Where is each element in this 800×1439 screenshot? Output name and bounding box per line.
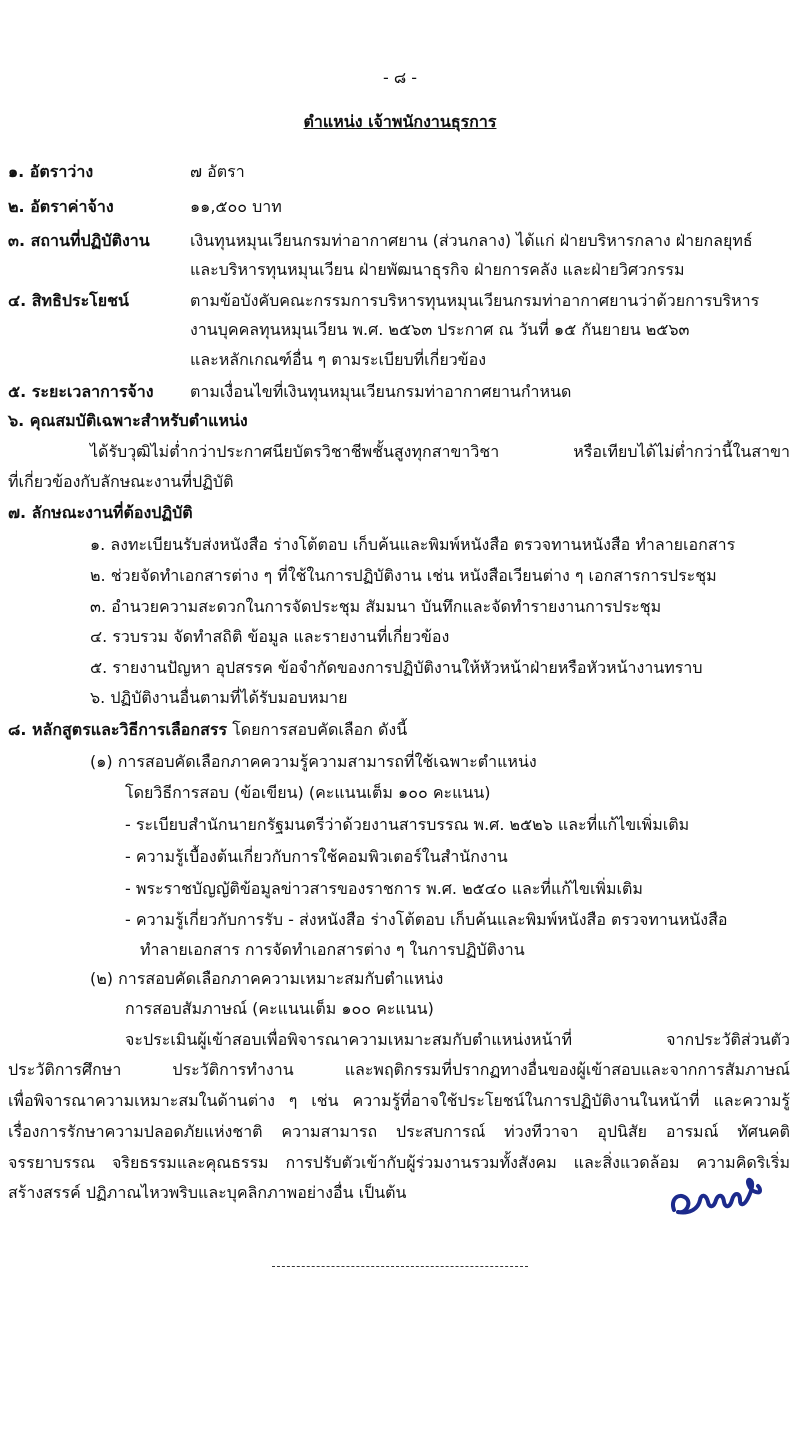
- exam-topic: - ความรู้เบื้องต้นเกี่ยวกับการใช้คอมพิวเตอร์ในสำนักงาน: [125, 847, 508, 866]
- duty-item: ๔. รวบรวม จัดทำสถิติ ข้อมูล และรายงานที่เกี่ยวข้อง: [90, 627, 450, 646]
- exam-part-1-title: (๑) การสอบคัดเลือกภาคความรู้ความสามารถที่ใช้เฉพาะตำแหน่ง: [90, 752, 537, 771]
- item-value-line: และหลักเกณฑ์อื่น ๆ ตามระเบียบที่เกี่ยวข้อง: [190, 350, 487, 369]
- paragraph-line: ประวัติการศึกษา ประวัติการทำงาน และพฤติกรรมที่ปรากฏทางอื่นของผู้เข้าสอบและจากการสัมภาษณ์: [8, 1060, 790, 1079]
- item-vacancies: [0, 160, 800, 184]
- exam-topic: - พระราชบัญญัติข้อมูลข่าวสารของราชการ พ.ศ. ๒๕๔๐ และที่แก้ไขเพิ่มเติม: [125, 879, 643, 898]
- exam-topic-continued: ทำลายเอกสาร การจัดทำเอกสารต่าง ๆ ในการปฏิบัติงาน: [140, 940, 525, 959]
- item-value-line: และบริหารทุนหมุนเวียน ฝ่ายพัฒนาธุรกิจ ฝ่ายการคลัง และฝ่ายวิศวกรรม: [190, 260, 685, 279]
- paragraph-line: เรื่องการรักษาความปลอดภัยแห่งชาติ ความสามารถ ประสบการณ์ ท่วงทีวาจา อุปนิสัย อารมณ์ ทัศนคติ: [8, 1122, 790, 1141]
- item-label: ๔. สิทธิประโยชน์: [8, 291, 129, 310]
- exam-topic: - ระเบียบสำนักนายกรัฐมนตรีว่าด้วยงานสารบรรณ พ.ศ. ๒๕๒๖ และที่แก้ไขเพิ่มเติม: [125, 815, 690, 834]
- duty-item: ๖. ปฏิบัติงานอื่นตามที่ได้รับมอบหมาย: [90, 688, 348, 707]
- paragraph-line: สร้างสรรค์ ปฏิภาณไหวพริบและบุคลิกภาพอย่างอื่น เป็นต้น: [8, 1183, 407, 1202]
- duty-item: ๒. ช่วยจัดทำเอกสารต่าง ๆ ที่ใช้ในการปฏิบัติงาน เช่น หนังสือเวียนต่าง ๆ เอกสารการประชุม: [90, 566, 717, 585]
- section-6-text: ที่เกี่ยวข้องกับลักษณะงานที่ปฏิบัติ: [8, 472, 234, 491]
- exam-part-2-method: การสอบสัมภาษณ์ (คะแนนเต็ม ๑๐๐ คะแนน): [125, 999, 434, 1018]
- end-divider: [272, 1266, 528, 1268]
- item-benefits: [0, 289, 800, 313]
- item-employment-period: [0, 380, 800, 404]
- paragraph-line: จรรยาบรรณ จริยธรรมและคุณธรรม การปรับตัวเข้ากับผู้ร่วมงานรวมทั้งสังคม และสิ่งแวดล้อม ความคิดริเริ่ม: [8, 1153, 790, 1172]
- item-value: ๗ อัตรา: [190, 162, 245, 181]
- exam-part-2-title: (๒) การสอบคัดเลือกภาคความเหมาะสมกับตำแหน่ง: [90, 969, 444, 988]
- section-7-heading: ๗. ลักษณะงานที่ต้องปฏิบัติ: [8, 503, 193, 522]
- paragraph-line: จะประเมินผู้เข้าสอบเพื่อพิจารณาความเหมาะสมกับตำแหน่งหน้าที่ จากประวัติส่วนตัว: [125, 1030, 790, 1049]
- item-value-line: เงินทุนหมุนเวียนกรมท่าอากาศยาน (ส่วนกลาง) ได้แก่ ฝ่ายบริหารกลาง ฝ่ายกลยุทธ์: [190, 231, 753, 250]
- page-number: - ๘ -: [382, 68, 418, 87]
- duty-item: ๑. ลงทะเบียนรับส่งหนังสือ ร่างโต้ตอบ เก็บค้นและพิมพ์หนังสือ ตรวจทานหนังสือ ทำลายเอกสาร: [90, 535, 736, 554]
- section-6-text: ได้รับวุฒิไม่ต่ำกว่าประกาศนียบัตรวิชาชีพชั้นสูงทุกสาขาวิชา หรือเทียบได้ไม่ต่ำกว่านี้ในสาขา: [90, 442, 790, 461]
- item-label: ๕. ระยะเวลาการจ้าง: [8, 382, 154, 401]
- item-salary: [0, 195, 800, 219]
- exam-topic: - ความรู้เกี่ยวกับการรับ - ส่งหนังสือ ร่างโต้ตอบ เก็บค้นและพิมพ์หนังสือ ตรวจทานหนังสือ: [125, 910, 728, 929]
- item-value: ตามเงื่อนไขที่เงินทุนหมุนเวียนกรมท่าอากาศยานกำหนด: [190, 382, 572, 401]
- section-8-heading: [8, 718, 407, 742]
- page-title: ตำแหน่ง เจ้าพนักงานธุรการ: [303, 112, 497, 131]
- item-label: ๒. อัตราค่าจ้าง: [8, 197, 114, 216]
- item-workplace: [0, 229, 800, 253]
- duty-item: ๕. รายงานปัญหา อุปสรรค ข้อจำกัดของการปฏิบัติงานให้หัวหน้าฝ่ายหรือหัวหน้างานทราบ: [90, 658, 703, 677]
- item-label: ๓. สถานที่ปฏิบัติงาน: [8, 231, 150, 250]
- exam-part-1-method: โดยวิธีการสอบ (ข้อเขียน) (คะแนนเต็ม ๑๐๐ คะแนน): [125, 783, 491, 802]
- item-value-line: ตามข้อบังคับคณะกรรมการบริหารทุนหมุนเวียนกรมท่าอากาศยานว่าด้วยการบริหาร: [190, 291, 760, 310]
- paragraph-line: เพื่อพิจารณาความเหมาะสมในด้านต่าง ๆ เช่น ความรู้ที่อาจใช้ประโยชน์ในการปฏิบัติงานในหน้าที่ และความรู้: [8, 1091, 790, 1110]
- section-8-heading-rest: โดยการสอบคัดเลือก ดังนี้: [232, 720, 408, 739]
- duty-item: ๓. อำนวยความสะดวกในการจัดประชุม สัมมนา บันทึกและจัดทำรายงานการประชุม: [90, 597, 662, 616]
- item-value-line: งานบุคคลทุนหมุนเวียน พ.ศ. ๒๕๖๓ ประกาศ ณ วันที่ ๑๕ กันยายน ๒๕๖๓: [190, 320, 690, 339]
- item-label: ๑. อัตราว่าง: [8, 162, 94, 181]
- item-value: ๑๑,๕๐๐ บาท: [190, 197, 282, 216]
- section-8-heading-bold: ๘. หลักสูตรและวิธีการเลือกสรร: [8, 720, 228, 739]
- signature-image: [668, 1170, 768, 1230]
- section-6-heading: ๖. คุณสมบัติเฉพาะสำหรับตำแหน่ง: [8, 411, 248, 430]
